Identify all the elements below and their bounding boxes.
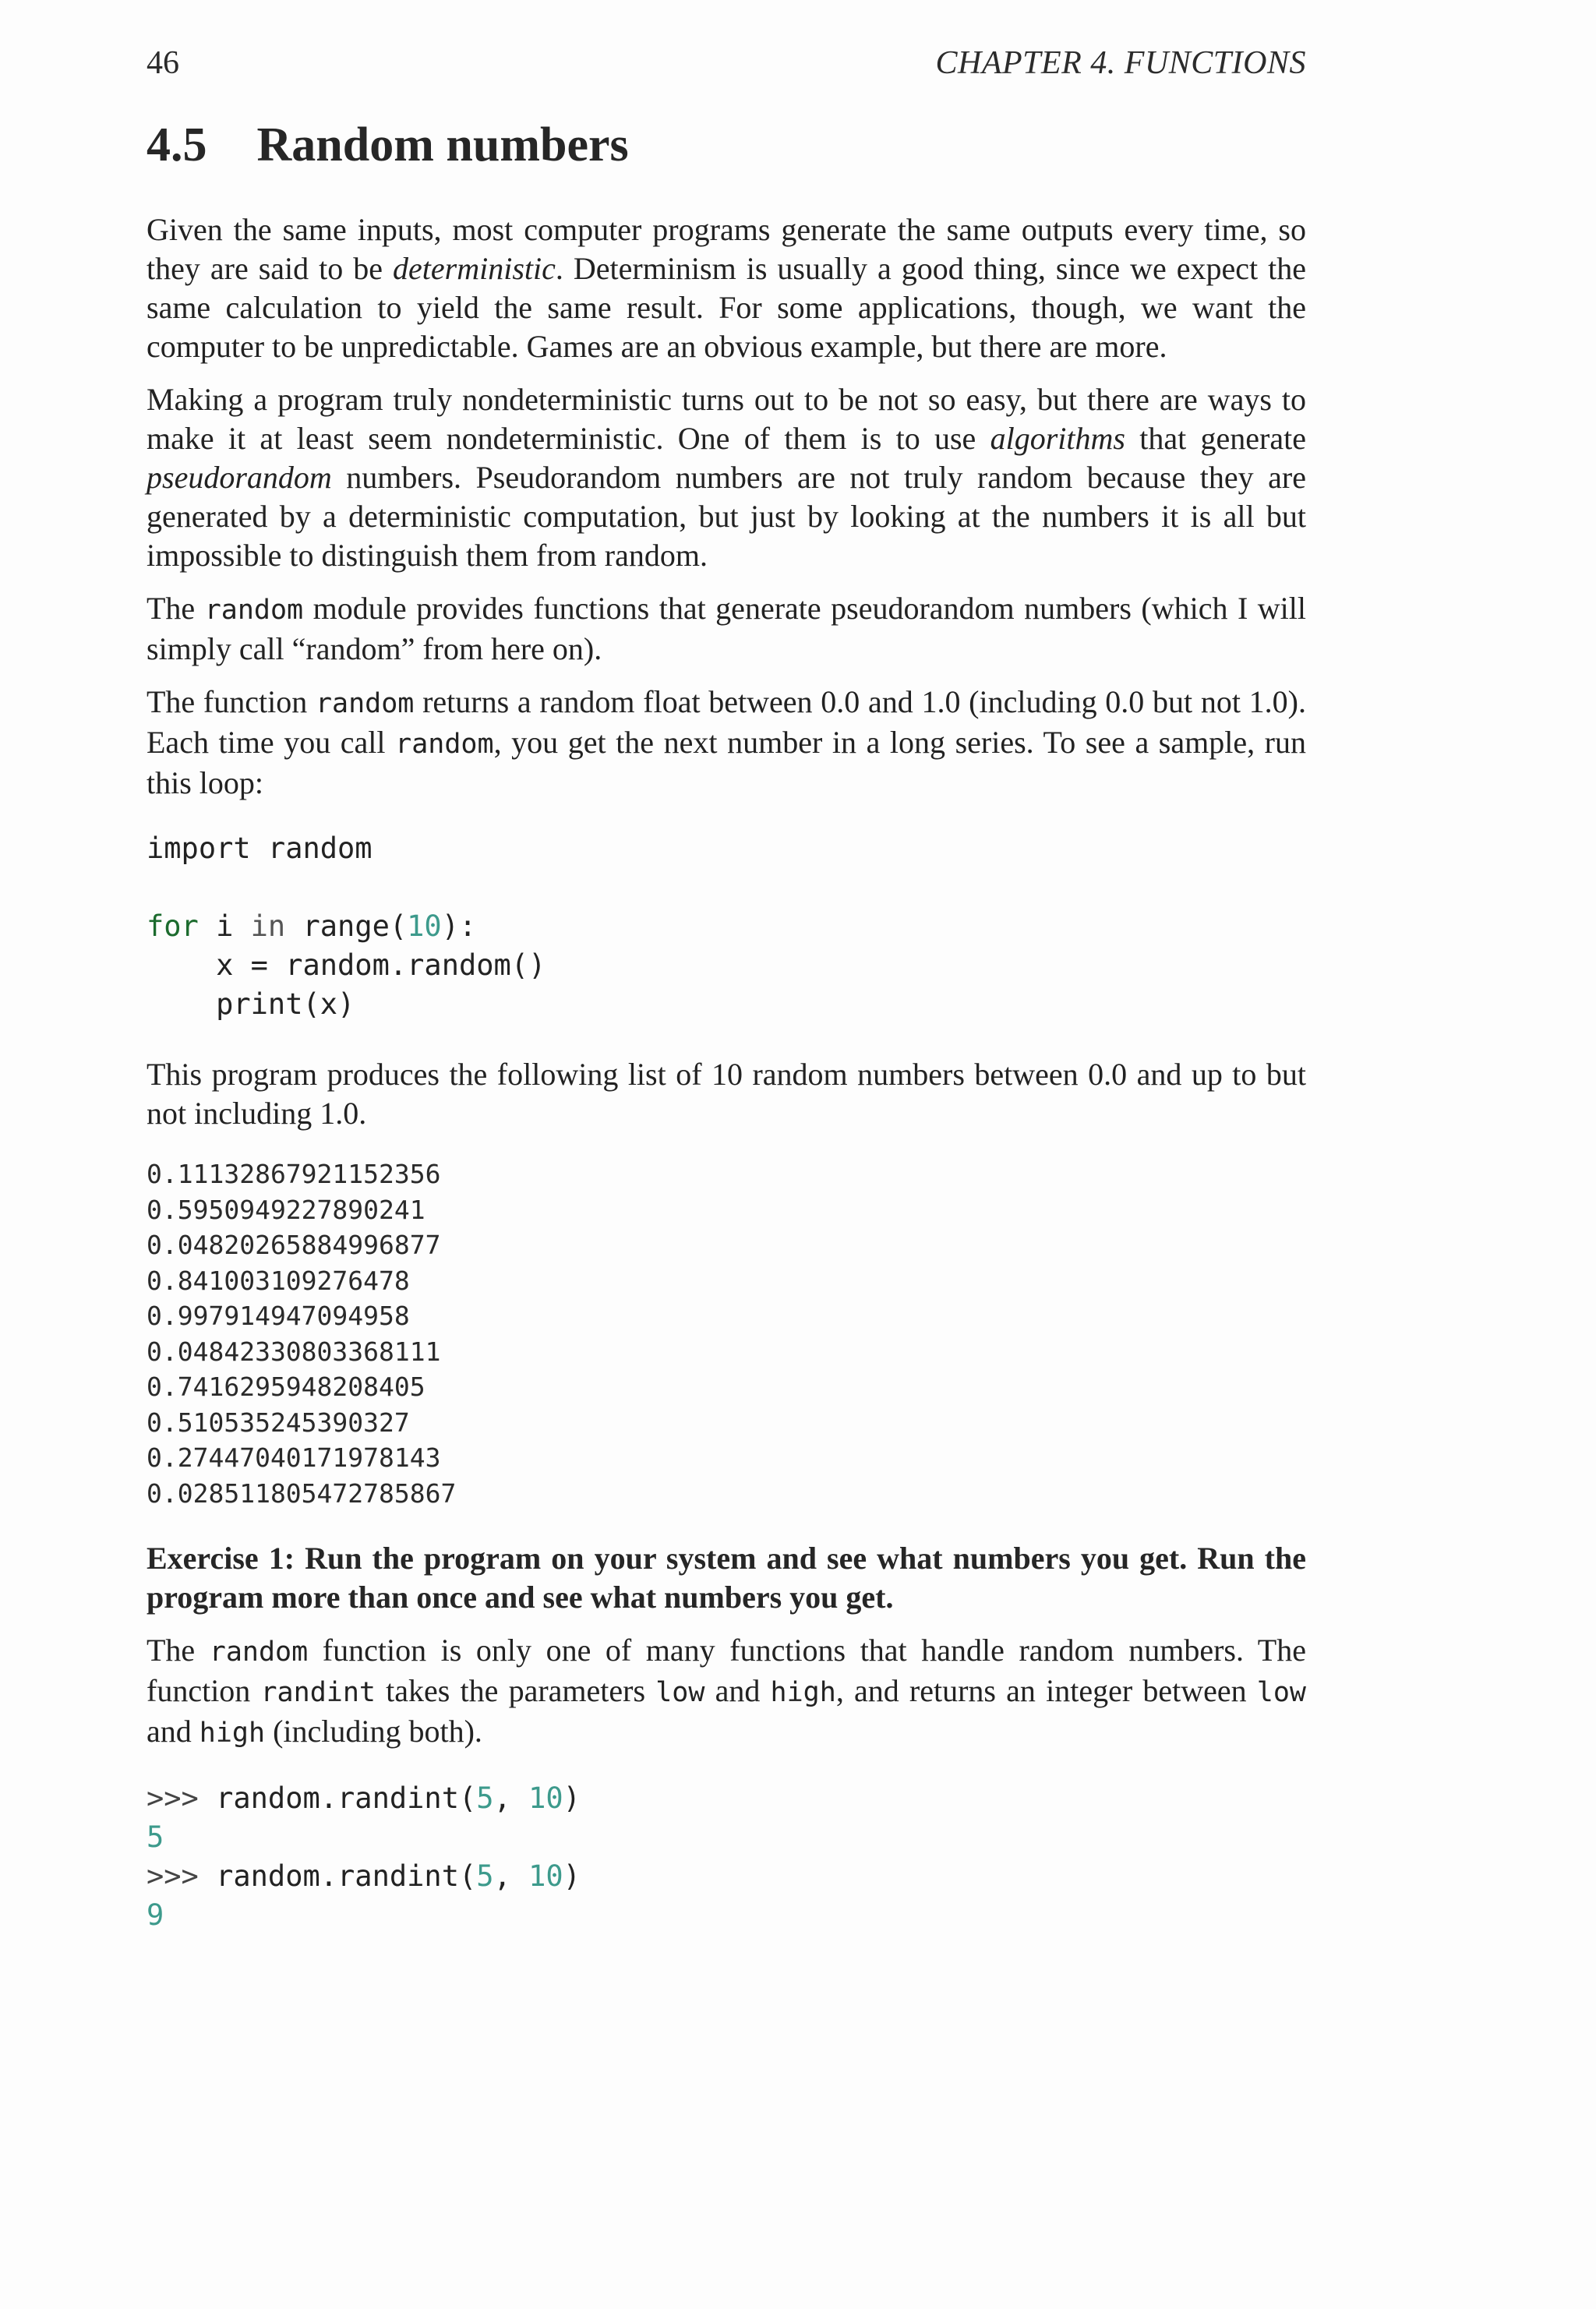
output-line: 0.841003109276478: [147, 1265, 410, 1296]
paragraph-random-function: [147, 683, 1306, 803]
code-line: import random: [147, 831, 373, 866]
page-number: 46: [147, 45, 179, 81]
number-literal: 10: [407, 909, 442, 944]
exercise-1: Exercise 1: Run the program on your system and see what numbers you get. Run the program more than once and see what numbers you get.: [147, 1541, 1306, 1615]
output-line: 0.510535245390327: [147, 1407, 410, 1438]
code-line-blank: [147, 868, 1306, 907]
inline-code: low: [1256, 1677, 1306, 1709]
inline-code: high: [770, 1677, 836, 1709]
output-line: 0.04820265884996877: [147, 1230, 441, 1261]
text-run: and: [704, 1673, 771, 1709]
number-literal: 5: [476, 1859, 494, 1894]
code-line: [147, 907, 1306, 946]
paragraph-determinism: [147, 210, 1306, 366]
code-token: ,: [493, 1781, 529, 1816]
text-run: , and returns an integer between: [835, 1673, 1257, 1709]
keyword-for: for: [147, 909, 199, 944]
inline-code: high: [199, 1718, 266, 1749]
inline-code: low: [655, 1677, 705, 1709]
text-run: The: [147, 1633, 210, 1668]
code-block-loop: [147, 829, 1306, 1024]
paragraph-random-module: [147, 589, 1306, 669]
text-run: that generate: [1125, 421, 1306, 457]
inline-code: random: [315, 688, 415, 720]
code-token: random.randint(: [198, 1781, 477, 1816]
repl-prompt: >>>: [147, 1781, 199, 1816]
inline-code: random: [395, 729, 494, 761]
section-heading: [147, 118, 1306, 171]
output-line: 0.7416295948208405: [147, 1372, 425, 1403]
document-page: [147, 47, 1306, 1935]
text-run: module provides functions that generate pseudorandom numbers (which I will simply call “random” from here on).: [147, 591, 1306, 667]
output-line: 0.997914947094958: [147, 1301, 410, 1332]
repl-block: [147, 1779, 1306, 1935]
code-token: ): [563, 1781, 581, 1816]
text-run: Given the same inputs, most computer programs generate the same outputs every time, so they are said to be: [147, 212, 1306, 287]
paragraph-output-intro: This program produces the following list of 10 random numbers between 0.0 and up to but not including 1.0.: [147, 1057, 1306, 1132]
output-block: [147, 1156, 1306, 1511]
repl-input-line: [147, 1779, 1306, 1818]
inline-code: random: [204, 595, 304, 627]
text-run: . Determinism is usually a good thing, since we expect the same calculation to yield the same result. For some applications, though, we want the computer to be unpredictable. Games are an obvious example, but there are more.: [147, 251, 1307, 365]
section-number: 4.5: [147, 118, 207, 171]
inline-code: random: [209, 1636, 309, 1668]
section-title: Random numbers: [256, 118, 629, 171]
text-run: and: [147, 1714, 200, 1749]
number-literal: 10: [528, 1781, 563, 1816]
code-line: x = random.random(): [147, 948, 546, 983]
code-token: range(: [285, 909, 408, 944]
inline-code: randint: [260, 1677, 376, 1709]
text-run: function is only one of many functions that handle random numbers. The function: [147, 1633, 1306, 1709]
output-line: 0.5950949227890241: [147, 1194, 425, 1225]
code-token: ): [563, 1859, 581, 1894]
code-token: ):: [441, 909, 477, 944]
text-run: takes the parameters: [376, 1673, 656, 1709]
paragraph-pseudorandom: [147, 380, 1306, 575]
output-line: 0.028511805472785867: [147, 1478, 457, 1509]
keyword-in: in: [250, 909, 286, 944]
text-run: Making a program truly nondeterministic turns out to be not so easy, but there are ways to make it at least seem nondeterministic. One of them is to use: [147, 382, 1306, 457]
text-run: returns a random float between 0.0 and 1.0 (including 0.0 but not 1.0). Each time you call: [147, 684, 1306, 761]
text-run: The function: [147, 684, 316, 720]
running-header: [147, 47, 1306, 79]
code-token: i: [198, 909, 251, 944]
output-line: 0.04842330803368111: [147, 1336, 441, 1367]
repl-input-line: [147, 1857, 1306, 1896]
paragraph-randint: [147, 1631, 1306, 1753]
number-literal: 10: [528, 1859, 563, 1894]
code-line: print(x): [147, 987, 355, 1022]
output-line: 0.27447040171978143: [147, 1442, 441, 1474]
emphasis-pseudorandom: pseudorandom: [147, 460, 332, 496]
text-run: numbers. Pseudorandom numbers are not truly random because they are generated by a deterministic computation, but just by looking at the numbers it is all but impossible to distinguish them from random.: [147, 460, 1306, 574]
code-token: ,: [493, 1859, 529, 1894]
repl-result: 5: [147, 1820, 164, 1855]
text-run: (including both).: [265, 1714, 482, 1749]
emphasis-algorithms: algorithms: [990, 421, 1125, 457]
repl-prompt: >>>: [147, 1859, 199, 1894]
text-run: , you get the next number in a long series. To see a sample, run this loop:: [147, 725, 1306, 801]
output-line: 0.11132867921152356: [147, 1159, 441, 1190]
chapter-title: CHAPTER 4. FUNCTIONS: [935, 45, 1306, 81]
repl-result: 9: [147, 1898, 164, 1933]
text-run: The: [147, 591, 205, 627]
code-token: random.randint(: [198, 1859, 477, 1894]
emphasis-deterministic: deterministic: [393, 251, 556, 287]
number-literal: 5: [476, 1781, 494, 1816]
